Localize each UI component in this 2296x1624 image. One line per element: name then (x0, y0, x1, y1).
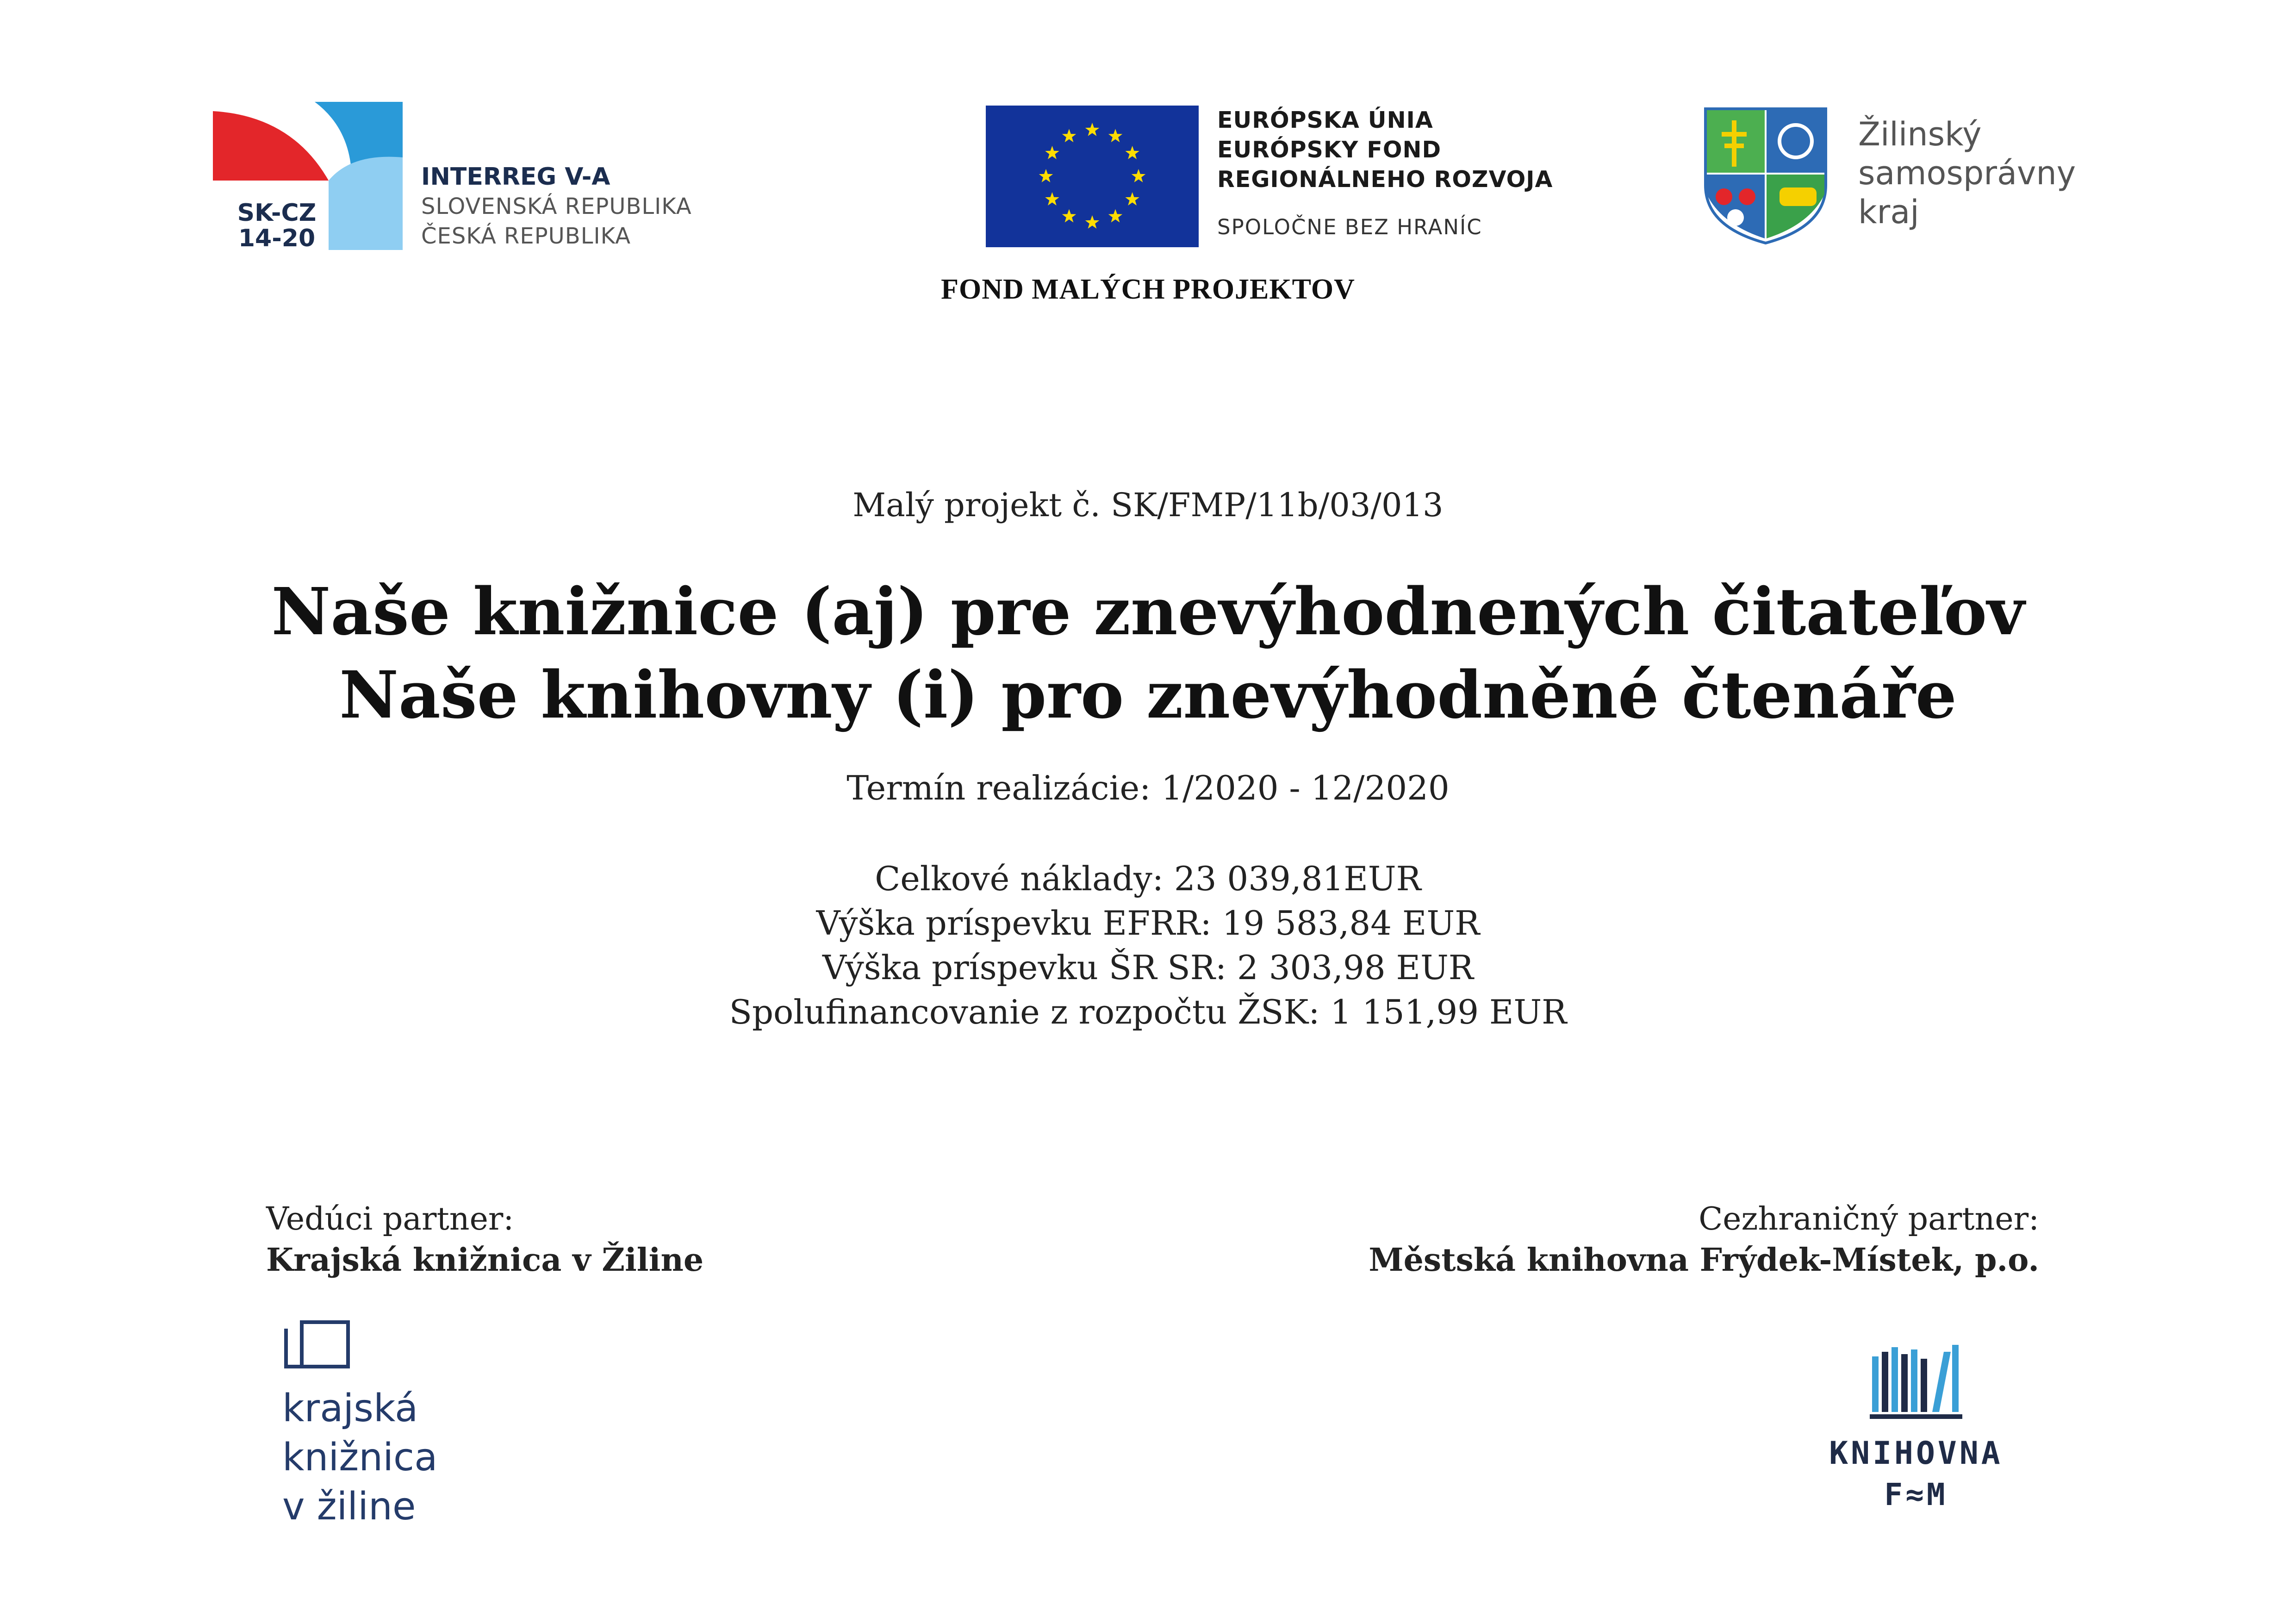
fund-title: FOND MALÝCH PROJEKTOV (941, 274, 1355, 305)
cross-partner-name: Městská knihovna Frýdek-Místek, p.o. (1369, 1242, 2039, 1279)
kkz-line-3: v žiline (282, 1485, 416, 1529)
kkz-logo (282, 1319, 514, 1542)
zsk-line-1: Žilinský (1858, 115, 1982, 153)
interreg-country-sk: SLOVENSKÁ REPUBLIKA (421, 194, 692, 219)
kfm-name: KNIHOVNA (1829, 1435, 2003, 1472)
eu-line-1: EURÓPSKA ÚNIA (1217, 107, 1433, 133)
eu-line-2: EURÓPSKY FOND (1217, 137, 1442, 163)
cost-efrr: Výška príspevku EFRR: 19 583,84 EUR (816, 904, 1480, 943)
title-slovak: Naše knižnice (aj) pre znevýhodnených čitateľov (271, 574, 2025, 650)
kkz-line-1: krajská (282, 1387, 418, 1430)
zsk-line-3: kraj (1858, 193, 1919, 231)
cost-total: Celkové náklady: 23 039,81EUR (875, 859, 1421, 898)
lead-partner (266, 1199, 703, 1280)
eu-line-3: REGIONÁLNEHO ROZVOJA (1217, 166, 1553, 193)
project-number: Malý projekt č. SK/FMP/11b/03/013 (852, 486, 1444, 524)
book-icon (282, 1319, 352, 1370)
cost-list (0, 856, 2296, 1034)
kkz-text (282, 1384, 437, 1531)
zsk-crest-icon (1703, 106, 1828, 245)
zsk-logo (1703, 106, 2120, 245)
zsk-line-2: samosprávny (1858, 154, 2076, 192)
lead-partner-name: Krajská knižnica v Žiline (266, 1242, 704, 1279)
cost-zsk: Spolufinancovanie z rozpočtu ŽSK: 1 151,99 EUR (729, 993, 1567, 1031)
cross-partner-label: Cezhraničný partner: (1699, 1201, 2039, 1237)
title-czech: Naše knihovny (i) pro znevýhodněné čtenáře (339, 657, 1957, 733)
kkz-line-2: knižnica (282, 1436, 438, 1480)
interreg-code-line2: 14-20 (238, 225, 316, 252)
cross-border-partner (1369, 1199, 2039, 1280)
bookshelf-icon (1870, 1343, 1962, 1421)
interreg-code-line1: SK-CZ (237, 199, 317, 227)
eu-flag-icon (986, 106, 1199, 247)
cost-state: Výška príspevku ŠR SR: 2 303,98 EUR (822, 948, 1474, 987)
lead-partner-label: Vedúci partner: (266, 1201, 514, 1237)
interreg-title: INTERREG V-A (421, 163, 610, 191)
realization-term: Termín realizácie: 1/2020 - 12/2020 (846, 768, 1450, 807)
interreg-country-cz: ČESKÁ REPUBLIKA (421, 223, 631, 249)
zsk-text (1858, 115, 2076, 231)
eu-logo (986, 106, 1634, 254)
eu-text (1217, 106, 1553, 239)
interreg-text (421, 162, 692, 251)
eu-slogan: SPOLOČNE BEZ HRANÍC (1217, 215, 1482, 239)
kfm-subtitle: F≈M (1884, 1477, 1948, 1512)
interreg-logo (213, 102, 791, 250)
kfm-logo (1791, 1343, 2041, 1518)
